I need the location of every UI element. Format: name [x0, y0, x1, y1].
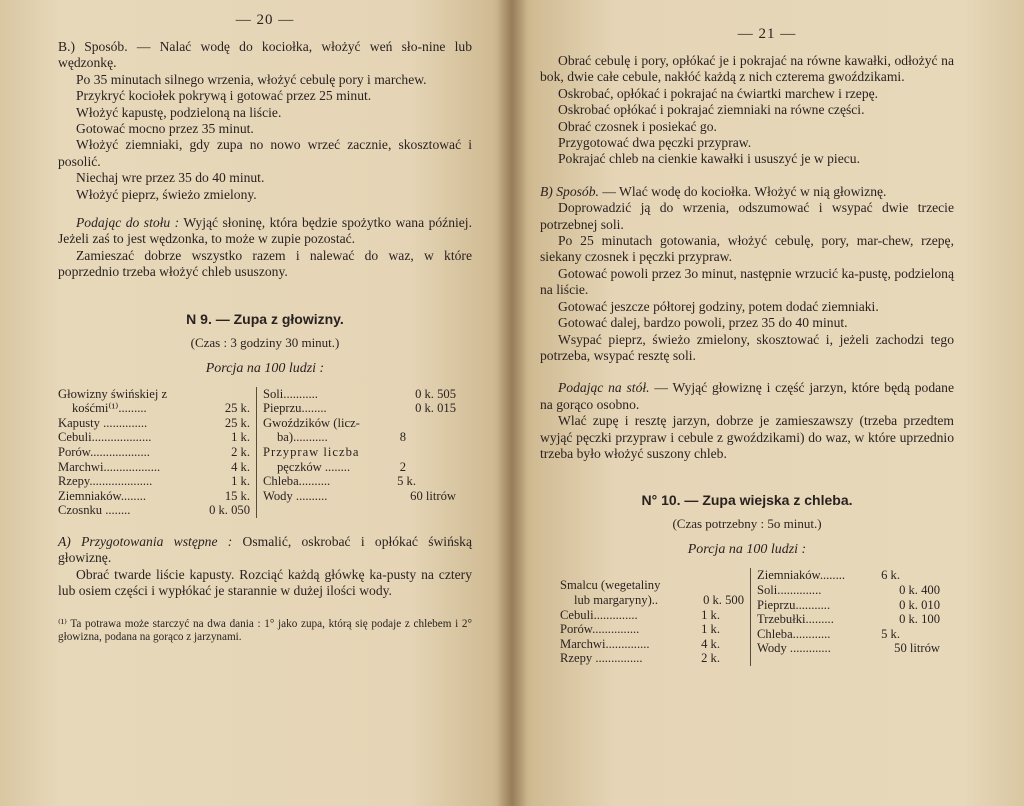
serving-paragraph-2: Wlać zupę i resztę jarzyn, dobrze je zamieszawszy (trzeba przedtem wyjąć pęczki przypraw i cebule z gwoździkami) do waz, w które uprzednio trzeba było włożyć suszony chleb.: [540, 413, 954, 461]
ingredient-qty: 5 k.: [881, 626, 900, 641]
ingredient-row: [58, 387, 250, 402]
ingredient-name: Soli..............: [757, 582, 822, 597]
ingredient-qty: 2 k.: [231, 445, 250, 460]
ingredient-name: Przypraw liczba: [263, 445, 360, 460]
serving-text: Wyjąć słoninę, która będzie spożytko wana później. Jeżeli zaś to jest wędzonka, to może w zupie pozostać.: [58, 215, 472, 247]
ingredient-row: [263, 416, 456, 431]
ingredient-qty: 1 k.: [231, 430, 250, 445]
ingredient-row: [263, 460, 456, 475]
ingredient-row: [58, 445, 250, 460]
prep-label: A) Przygotowania wstępne :: [58, 534, 233, 550]
ingredient-name: Smalcu (wegetaliny: [560, 578, 661, 593]
ingredient-name: kośćmi⁽¹⁾.........: [72, 401, 147, 416]
method-line: Gotować powoli przez 3o minut, następnie wrzucić ka-pustę, podzieloną na liście.: [540, 265, 954, 298]
ingredient-row: [263, 401, 456, 416]
ingredient-name: Kapusty ..............: [58, 415, 148, 430]
ingredient-name: Soli...........: [263, 386, 318, 401]
prep-line: Oskrobać opłókać i pokrajać ziemniaki na równe części.: [558, 102, 865, 118]
ingredient-name: Porów...................: [58, 445, 150, 460]
ingredient-row: [58, 474, 250, 489]
footnote: ⁽¹⁾ Ta potrawa może starczyć na dwa dania : 1° jako zupa, którą się podaje z chlebem i 2° głowizna, podana na gorąco z jarzynami.: [58, 617, 472, 644]
method-line: Przykryć kociołek pokrywą i gotować przez 25 minut.: [76, 88, 372, 104]
ingredient-name: Trzebułki.........: [757, 612, 834, 627]
ingredient-qty: 0 k. 100: [899, 612, 940, 627]
ingredient-name: Porów...............: [560, 622, 640, 637]
ingredient-qty: 25 k.: [224, 401, 250, 416]
method-line: Włożyć pieprz, świeżo zmielony.: [76, 186, 257, 202]
method-line: Gotować jeszcze półtorej godziny, potem dodać ziemniaki.: [558, 298, 879, 314]
prep-section: [540, 53, 954, 168]
method-line: Po 35 minutach silnego wrzenia, włożyć cebulę pory i marchew.: [76, 71, 427, 87]
ingredient-qty: 0 k. 050: [209, 503, 250, 518]
ingredient-qty: 0 k. 400: [899, 582, 940, 597]
ingredient-name: pęczków ........: [277, 459, 351, 474]
ingredient-qty: 8: [399, 430, 406, 445]
ingredient-name: Marchwi..................: [58, 459, 161, 474]
ingredients-col-right: [256, 387, 456, 518]
method-line: B.) Sposób. — Nalać wodę do kociołka, włożyć weń sło-nine lub wędzonkę.: [58, 39, 472, 71]
ingredient-name: Rzepy....................: [58, 474, 153, 489]
ingredient-row: [757, 627, 940, 642]
ingredient-row: [757, 568, 940, 583]
ingredient-row: [58, 401, 250, 416]
ingredient-row: [263, 387, 456, 402]
recipe-title-9: N 9. — Zupa z głowizny.: [186, 310, 344, 327]
ingredient-qty: 15 k.: [224, 488, 250, 503]
ingredient-qty: 2 k.: [701, 651, 720, 666]
ingredients-col-left: [58, 387, 256, 518]
ingredient-name: Ziemniaków........: [58, 488, 147, 503]
serving-paragraph: [540, 380, 954, 413]
method-paragraph: [540, 184, 954, 200]
ingredient-qty: 0 k. 500: [703, 592, 744, 607]
ingredient-row: [58, 503, 250, 518]
ingredient-qty: 50 litrów: [894, 641, 940, 656]
ingredient-name: Chleba............: [757, 626, 831, 641]
ingredient-name: Cebuli..............: [560, 607, 638, 622]
method-line: Wsypać pieprz, świeżo zmielony, skosztować i, jeżeli zachodzi tego potrzeba, wsypać resztę soli.: [540, 331, 954, 363]
prep-text: Osmalić, oskrobać i opłókać świńską głowiznę.: [58, 534, 472, 566]
ingredient-name: Marchwi..............: [560, 636, 650, 651]
mix-paragraph: Zamieszać dobrze wszystko razem i nalewać do waz, w które poprzednio trzeba włożyć chleb ususzony.: [58, 247, 472, 280]
ingredient-qty: 60 litrów: [410, 488, 456, 503]
ingredients-table-9: [58, 387, 472, 518]
ingredient-name: Gwoździków (licz-: [263, 415, 360, 430]
ingredient-qty: 4 k.: [701, 636, 720, 651]
method-b-section: [58, 39, 472, 203]
ingredient-qty: 4 k.: [231, 459, 250, 474]
ingredient-row: [58, 416, 250, 431]
ingredient-row: [560, 651, 744, 666]
right-page: [512, 0, 1024, 806]
ingredient-qty: 1 k.: [701, 622, 720, 637]
page-number-left: — 20 —: [235, 12, 295, 28]
ingredient-row: [560, 637, 744, 652]
ingredient-row: [263, 445, 456, 460]
ingredient-row: [757, 598, 940, 613]
portion-label-10: Porcja na 100 ludzi :: [687, 542, 807, 558]
ingredients-col-left: [560, 568, 750, 666]
method-line: Włożyć ziemniaki, gdy zupa no nowo wrzeć zacznie, skosztować i posolić.: [58, 137, 472, 169]
serving-label: Podając do stołu :: [76, 215, 180, 231]
ingredient-qty: 25 k.: [224, 415, 250, 430]
recipe-time-9: (Czas : 3 godziny 30 minut.): [190, 334, 340, 350]
prep-paragraph: [58, 534, 472, 567]
method-line: Włożyć kapustę, podzieloną na liście.: [76, 104, 282, 120]
ingredient-row: [757, 641, 940, 656]
ingredient-name: lub margaryny)..: [574, 592, 659, 607]
ingredient-row: [58, 430, 250, 445]
method-line: — Wlać wodę do kociołka. Włożyć w nią głowiznę.: [602, 183, 887, 199]
method-line: Gotować mocno przez 35 minut.: [76, 121, 254, 137]
ingredient-qty: 0 k. 015: [415, 401, 456, 416]
ingredient-row: [263, 474, 456, 489]
serving-label: Podając na stół.: [558, 380, 650, 396]
ingredient-name: ba)...........: [277, 430, 328, 445]
ingredient-qty: 0 k. 010: [899, 597, 940, 612]
ingredient-row: [560, 578, 744, 593]
ingredient-qty: 1 k.: [231, 474, 250, 489]
ingredient-name: Czosnku ........: [58, 503, 131, 518]
ingredient-row: [58, 489, 250, 504]
ingredient-row: [560, 593, 744, 608]
ingredient-name: Cebuli...................: [58, 430, 152, 445]
prep-line: Obrać cebulę i pory, opłókać je i pokrajać na równe kawałki, odłożyć na bok, dwie całe cebule, nakłóć każdą z nich czterema gwoździkami.: [540, 53, 954, 85]
portion-label-9: Porcja na 100 ludzi :: [205, 360, 325, 376]
page-number-right: — 21 —: [737, 26, 797, 42]
ingredient-row: [263, 489, 456, 504]
ingredient-row: [560, 608, 744, 623]
ingredient-name: Wody .............: [757, 641, 831, 656]
ingredient-name: Głowizny świńskiej z: [58, 386, 168, 401]
prep-line: Przygotować dwa pęczki przypraw.: [558, 135, 752, 151]
method-line: Gotować dalej, bardzo powoli, przez 35 do 40 minut.: [558, 315, 848, 331]
ingredient-name: Wody ..........: [263, 488, 328, 503]
serving-paragraph: [58, 215, 472, 248]
method-line: Niechaj wre przez 35 do 40 minut.: [76, 170, 265, 186]
ingredient-name: Pieprzu...........: [757, 597, 831, 612]
ingredient-name: Chleba..........: [263, 474, 331, 489]
method-line: Po 25 minutach gotowania, włożyć cebulę, pory, mar-chew, rzepę, siekany czosnek i pęczki przypraw.: [540, 233, 954, 265]
prep-paragraph-2: Obrać twarde liście kapusty. Rozciąć każdą główkę ka-pusty na cztery lub osiem części i wypłókać je starannie w dużej ilości wody.: [58, 566, 472, 599]
ingredients-col-right: [750, 568, 940, 666]
method-line: Doprowadzić ją do wrzenia, odszumować i wsypać dwie trzecie potrzebnej soli.: [540, 200, 954, 232]
ingredient-row: [263, 430, 456, 445]
ingredient-qty: 5 k.: [397, 474, 416, 489]
ingredient-row: [757, 583, 940, 598]
ingredient-name: Rzepy ...............: [560, 651, 643, 666]
recipe-time-10: (Czas potrzebny : 5o minut.): [672, 516, 822, 532]
method-label: B) Sposób.: [540, 183, 599, 199]
ingredient-row: [58, 460, 250, 475]
prep-line: Obrać czosnek i posiekać go.: [558, 118, 717, 134]
ingredient-qty: 2: [399, 459, 406, 474]
recipe-title-10: N° 10. — Zupa wiejska z chleba.: [641, 492, 853, 509]
serving-text: — Wyjąć głowiznę i część jarzyn, które będą podane na gorąco osobno.: [540, 380, 955, 412]
ingredient-name: Pieprzu........: [263, 401, 327, 416]
ingredient-name: Ziemniaków........: [757, 568, 846, 583]
ingredient-qty: 1 k.: [701, 607, 720, 622]
prep-line: Oskrobać, opłókać i pokrajać na ćwiartki marchew i rzepę.: [558, 85, 879, 101]
ingredient-qty: 6 k.: [881, 568, 900, 583]
ingredients-table-10: [540, 568, 954, 666]
ingredient-row: [560, 622, 744, 637]
ingredient-qty: 0 k. 505: [415, 386, 456, 401]
prep-line: Pokrajać chleb na cienkie kawałki i ususzyć je w piecu.: [558, 151, 860, 167]
ingredient-row: [757, 612, 940, 627]
